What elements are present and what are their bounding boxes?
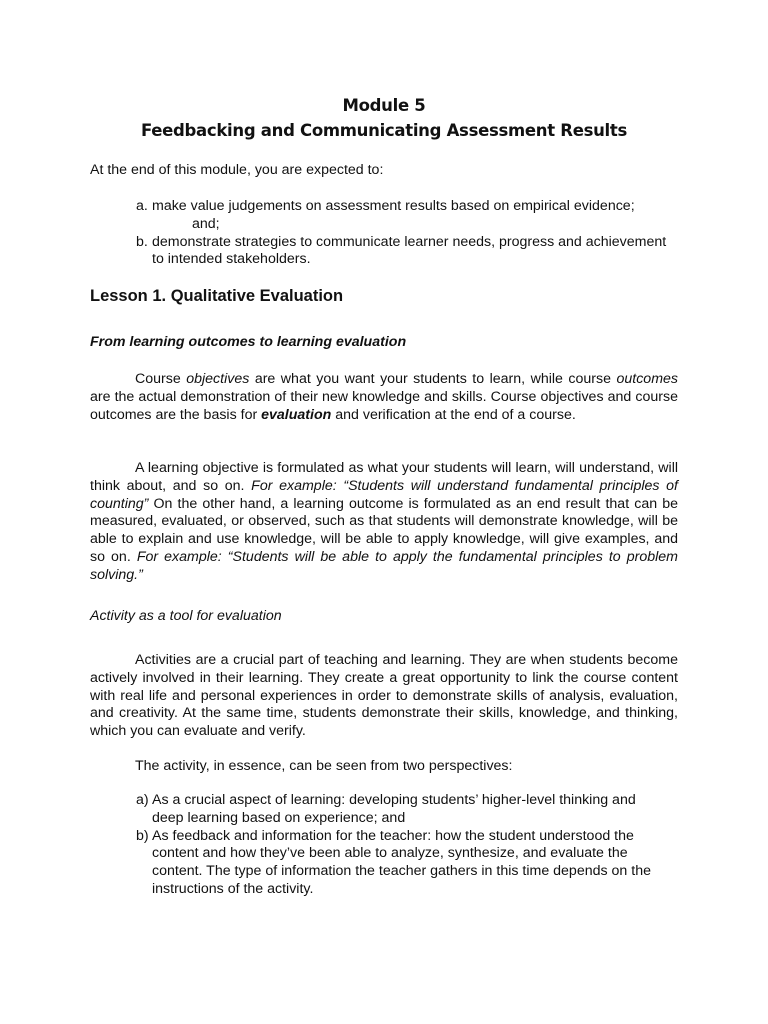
perspective-item xyxy=(136,828,668,899)
objective-marker: b. xyxy=(136,233,148,250)
objective-item xyxy=(136,198,676,234)
p1-emphasis-evaluation: evaluation xyxy=(261,406,332,423)
objectives-list xyxy=(136,198,676,269)
objective-continuation: and; xyxy=(192,215,220,232)
p2-text: On the other hand, a learning outcome is formulated as an end result that can be measured, evaluated, or observed, such as that students will demonstrate knowledge, will be able to explain and use knowledge, will be able to apply knowledge, will give examples, and so on. xyxy=(90,495,678,565)
intro-text: At the end of this module, you are expected to: xyxy=(90,162,384,178)
objective-item xyxy=(136,234,676,270)
perspective-item xyxy=(136,792,668,828)
p1-text: and verification at the end of a course. xyxy=(331,406,576,423)
section-heading-activity: Activity as a tool for evaluation xyxy=(90,608,282,624)
lesson-title: Lesson 1. Qualitative Evaluation xyxy=(90,287,344,305)
objective-text: demonstrate strategies to communicate learner needs, progress and achievement to intended stakeholders. xyxy=(152,233,667,268)
module-number: Module 5 xyxy=(342,96,426,115)
p3-text: Activities are a crucial part of teaching and learning. They are when students become actively involved in their learning. They create a great opportunity to link the course content with real life and personal experiences in order to demonstrate skills of analysis, evaluation, and creativity. At the same time, students demonstrate their skills, knowledge, and thinking, which you can evaluate and verify. xyxy=(90,652,678,740)
paragraph-activities xyxy=(90,652,678,741)
p1-text: Course xyxy=(135,371,187,387)
p1-text: are what you want your students to learn, while course xyxy=(249,371,617,387)
section-heading-outcomes: From learning outcomes to learning evaluation xyxy=(90,334,407,350)
paragraph-objectives-outcomes xyxy=(90,371,678,424)
p2-example-1: For example: “Students will understand fundamental principles of counting” xyxy=(90,477,678,512)
perspective-text: As feedback and information for the teacher: how the student understood the content and how they’ve been able to analyze, synthesize, and evaluate the content. The type of information the teacher gathers in this time depends on the instructions of the activity. xyxy=(152,827,651,897)
perspectives-list xyxy=(136,792,668,899)
p1-emphasis-outcomes: outcomes xyxy=(616,371,678,387)
module-title: Feedbacking and Communicating Assessment Results xyxy=(140,121,628,140)
perspective-marker: a) xyxy=(136,792,149,808)
perspective-text: As a crucial aspect of learning: developing students’ higher-level thinking and deep learning based on experience; and xyxy=(152,792,636,826)
perspective-marker: b) xyxy=(136,827,149,844)
p2-example-2: For example: “Students will be able to apply the fundamental principles to problem solving.” xyxy=(90,548,678,583)
p2-text: A learning objective is formulated as what your students will learn, will understand, will think about, and so on. xyxy=(90,460,678,494)
objective-text: make value judgements on assessment results based on empirical evidence; xyxy=(152,198,635,214)
p1-text: are the actual demonstration of their new knowledge and skills. Course objectives and course outcomes are the basis for xyxy=(90,388,678,423)
p4-text: The activity, in essence, can be seen from two perspectives: xyxy=(135,758,513,774)
paragraph-perspectives-intro xyxy=(90,758,678,776)
paragraph-learning-objective xyxy=(90,460,678,585)
objective-marker: a. xyxy=(136,198,148,214)
p1-emphasis-objectives: objectives xyxy=(186,371,250,387)
